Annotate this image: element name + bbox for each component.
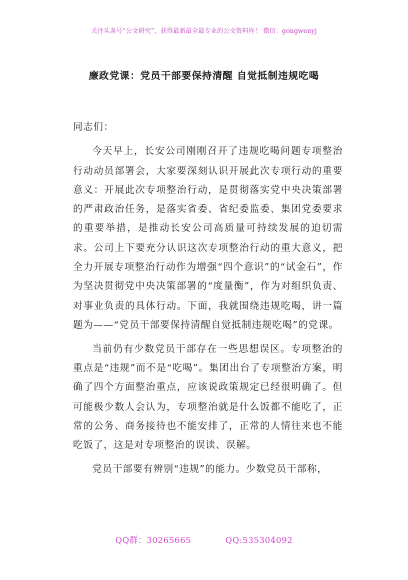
footer-qq-group: QQ群：30265665 (115, 535, 192, 545)
header-notice: 关注头条号“公文研究”，获得最新最全最专业的公文资料库！ 微信：gongwenyj (91, 28, 317, 35)
paragraph-1: 今天早上，长安公司刚刚召开了违规吃喝问题专项整治行动动员部署会，大家要深刻认识开展此次专项行动的重要意义：开展此次专项整治行动，是贯彻落实党中央决策部署的严肃政治任务，是落实省委、省纪委监委、集团党委要求的重要举措，是推动长安公司高质量可持续发展的迫切需求。公司上下要充分认识这次专项整治行动的重大意义，把全力开展专项整治行动作为增强“四个意识”的“试金石”，作为坚决贯彻党中央决策部署的“度量衡”，作为对组织负责、对事业负责的具体行动。下面，我就围绕违规吃喝，讲一篇题为——“党员干部要保持清醒自觉抵制违规吃喝”的党课。 (73, 146, 343, 331)
paragraph-3: 党员干部要有辨别“违规”的能力。少数党员干部称， (92, 464, 328, 476)
salutation: 同志们： (73, 122, 114, 133)
footer-contact (20, 534, 388, 546)
footer-qq: QQ:535304092 (225, 535, 293, 545)
document-title: 廉政党课：党员干部要保持清醒 自觉抵制违规吃喝 (88, 71, 320, 82)
paragraph-2: 当前仍有少数党员干部存在一些思想误区。专项整治的重点是“违规”而不是“吃喝”。集团出台了专项整治方案，明确了四个方面整治重点，应该说政策规定已经很明确了。但可能极少数人会认为，专项整治就是什么饭都不能吃了，正常的公务、商务接待也不能安排了，正常的人情往来也不能吃饭了，这是对专项整治的误读、误解。 (73, 343, 343, 452)
document-body (73, 118, 343, 484)
